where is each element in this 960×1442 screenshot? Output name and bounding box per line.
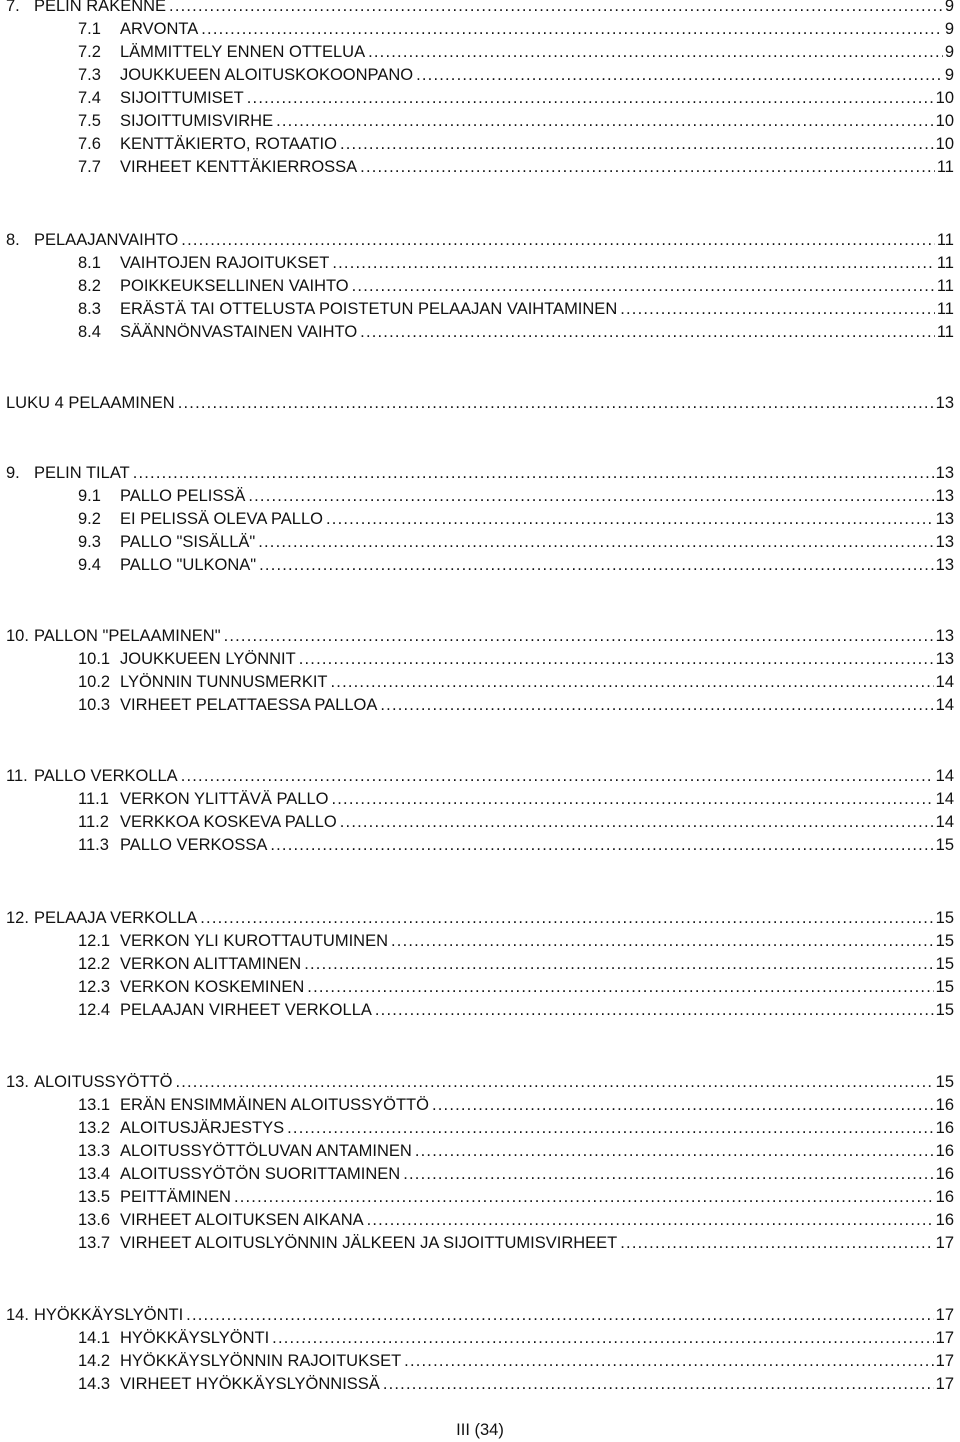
toc-entry[interactable] <box>78 276 954 296</box>
toc-entry-number: 8. <box>6 231 20 249</box>
toc-entry[interactable] <box>78 695 954 715</box>
dot-leader <box>331 789 933 809</box>
toc-entry-page: 10 <box>935 112 954 130</box>
toc-entry[interactable] <box>6 1305 954 1325</box>
toc-entry-page: 14 <box>935 813 954 831</box>
toc-entry-number: 7. <box>6 0 20 15</box>
toc-entry-title: PELAAJAN VIRHEET VERKOLLA <box>120 1001 372 1019</box>
toc-entry[interactable] <box>78 1233 954 1253</box>
toc-entry[interactable] <box>78 1351 954 1371</box>
dot-leader <box>186 1305 933 1325</box>
toc-entry-number: 9.4 <box>78 556 101 574</box>
toc-entry-page: 16 <box>935 1188 954 1206</box>
toc-entry-page: 11 <box>936 300 954 318</box>
toc-entry-number: 8.4 <box>78 323 101 341</box>
toc-entry-page: 16 <box>935 1096 954 1114</box>
dot-leader <box>224 626 934 646</box>
toc-entry-title: VAIHTOJEN RAJOITUKSET <box>120 254 330 272</box>
toc-entry[interactable] <box>6 463 954 483</box>
toc-entry[interactable] <box>78 931 954 951</box>
toc-entry-title: VIRHEET KENTTÄKIERROSSA <box>120 158 358 176</box>
toc-entry-title: VERKKOA KOSKEVA PALLO <box>120 813 337 831</box>
toc-entry[interactable] <box>78 649 954 669</box>
toc-entry-title: VERKON YLITTÄVÄ PALLO <box>120 790 329 808</box>
toc-entry[interactable] <box>78 1374 954 1394</box>
toc-entry-number: 12.2 <box>78 955 111 973</box>
toc-entry-page: 15 <box>935 1001 954 1019</box>
dot-leader <box>360 157 935 177</box>
toc-entry-title: PALLON "PELAAMINEN" <box>34 627 221 645</box>
toc-entry-title: PALLO "ULKONA" <box>120 556 257 574</box>
toc-entry[interactable] <box>78 509 954 529</box>
toc-entry-page: 13 <box>935 556 954 574</box>
toc-entry[interactable] <box>78 1164 954 1184</box>
dot-leader <box>248 486 933 506</box>
dot-leader <box>287 1118 934 1138</box>
toc-entry[interactable] <box>6 0 954 16</box>
toc-entry-title: EI PELISSÄ OLEVA PALLO <box>120 510 323 528</box>
toc-entry-page: 15 <box>935 1073 954 1091</box>
dot-leader <box>620 299 935 319</box>
toc-entry-page: 15 <box>935 836 954 854</box>
toc-entry[interactable] <box>78 253 954 273</box>
dot-leader <box>247 88 934 108</box>
toc-entry-number: 14.1 <box>78 1329 111 1347</box>
toc-entry-title: JOUKKUEEN ALOITUSKOKOONPANO <box>120 66 414 84</box>
toc-entry-number: 13.2 <box>78 1119 111 1137</box>
dot-leader <box>383 1374 934 1394</box>
toc-entry-page: 16 <box>935 1142 954 1160</box>
toc-entry-number: 11.2 <box>78 813 109 831</box>
toc-entry[interactable] <box>6 393 954 413</box>
toc-entry-page: 16 <box>935 1211 954 1229</box>
toc-entry[interactable] <box>78 789 954 809</box>
dot-leader <box>415 1141 934 1161</box>
toc-entry[interactable] <box>78 1000 954 1020</box>
toc-entry-title: PELAAJANVAIHTO <box>34 231 179 249</box>
toc-entry-page: 13 <box>935 650 954 668</box>
toc-entry-page: 15 <box>935 978 954 996</box>
toc-entry-page: 13 <box>935 533 954 551</box>
toc-entry-title: PALLO "SISÄLLÄ" <box>120 533 256 551</box>
dot-leader <box>276 111 934 131</box>
toc-entry-number: 8.3 <box>78 300 101 318</box>
toc-entry-number: 9.1 <box>78 487 101 505</box>
toc-entry-number: 13.7 <box>78 1234 111 1252</box>
toc-entry-page: 13 <box>935 627 954 645</box>
dot-leader <box>304 954 933 974</box>
toc-entry-page: 9 <box>944 20 954 38</box>
dot-leader <box>340 812 934 832</box>
toc-entry-title: PELIN TILAT <box>34 464 130 482</box>
toc-entry-number: 14.3 <box>78 1375 111 1393</box>
toc-entry[interactable] <box>78 672 954 692</box>
toc-entry-number: 10.3 <box>78 696 111 714</box>
toc-entry[interactable] <box>78 1210 954 1230</box>
toc-entry-title: PELIN RAKENNE <box>34 0 167 15</box>
dot-leader <box>181 230 935 250</box>
toc-entry[interactable] <box>78 1187 954 1207</box>
toc-entry[interactable] <box>78 157 954 177</box>
toc-entry-page: 14 <box>935 767 954 785</box>
toc-entry-number: 13. <box>6 1073 29 1091</box>
toc-entry-number: 13.5 <box>78 1188 111 1206</box>
toc-entry-title: JOUKKUEEN LYÖNNIT <box>120 650 296 668</box>
toc-entry[interactable] <box>78 1328 954 1348</box>
dot-leader <box>360 322 935 342</box>
toc-entry-number: 11.3 <box>78 836 109 854</box>
toc-entry-title: HYÖKKÄYSLYÖNTI <box>120 1329 270 1347</box>
toc-entry-title: ERÄN ENSIMMÄINEN ALOITUSSYÖTTÖ <box>120 1096 429 1114</box>
toc-entry-number: 11. <box>6 767 28 785</box>
toc-entry-title: HYÖKKÄYSLYÖNNIN RAJOITUKSET <box>120 1352 402 1370</box>
toc-entry-number: 10.2 <box>78 673 111 691</box>
toc-entry-number: 13.3 <box>78 1142 111 1160</box>
toc-entry-page: 14 <box>935 696 954 714</box>
toc-entry[interactable] <box>78 812 954 832</box>
toc-entry-number: 10.1 <box>78 650 111 668</box>
toc-entry-number: 7.5 <box>78 112 101 130</box>
dot-leader <box>331 672 934 692</box>
toc-entry-page: 13 <box>935 487 954 505</box>
dot-leader <box>175 1072 933 1092</box>
toc-entry-title: SÄÄNNÖNVASTAINEN VAIHTO <box>120 323 358 341</box>
toc-entry-number: 12.3 <box>78 978 111 996</box>
toc-entry-page: 15 <box>935 932 954 950</box>
toc-entry[interactable] <box>78 88 954 108</box>
dot-leader <box>367 1210 934 1230</box>
toc-entry[interactable] <box>78 1095 954 1115</box>
dot-leader <box>270 835 933 855</box>
toc-entry-title: PALLO VERKOLLA <box>34 767 178 785</box>
toc-entry-number: 7.4 <box>78 89 101 107</box>
toc-entry-title: ERÄSTÄ TAI OTTELUSTA POISTETUN PELAAJAN VAIHTAMINEN <box>120 300 618 318</box>
dot-leader <box>178 393 934 413</box>
dot-leader <box>380 695 933 715</box>
dot-leader <box>272 1328 933 1348</box>
dot-leader <box>169 0 943 16</box>
toc-entry-title: ARVONTA <box>120 20 199 38</box>
toc-entry[interactable] <box>78 65 954 85</box>
dot-leader <box>307 977 933 997</box>
toc-entry[interactable] <box>6 230 954 250</box>
toc-entry-page: 9 <box>944 0 954 15</box>
toc-entry-page: 16 <box>935 1165 954 1183</box>
dot-leader <box>391 931 934 951</box>
toc-entry-title: VIRHEET PELATTAESSA PALLOA <box>120 696 378 714</box>
toc-entry-title: ALOITUSJÄRJESTYS <box>120 1119 285 1137</box>
toc-entry-number: 12.1 <box>78 932 111 950</box>
toc-entry[interactable] <box>78 299 954 319</box>
dot-leader <box>201 19 943 39</box>
toc-entry-number: 14. <box>6 1306 29 1324</box>
toc-entry-page: 14 <box>935 790 954 808</box>
toc-entry[interactable] <box>78 954 954 974</box>
dot-leader <box>258 532 933 552</box>
toc-entry-number: 13.6 <box>78 1211 111 1229</box>
toc-entry-page: 11 <box>936 231 954 249</box>
toc-entry-title: ALOITUSSYÖTTÖ <box>34 1073 173 1091</box>
toc-entry-title: PALLO VERKOSSA <box>120 836 268 854</box>
toc-entry[interactable] <box>78 111 954 131</box>
toc-entry-page: 17 <box>935 1306 954 1324</box>
toc-entry-number: 7.3 <box>78 66 101 84</box>
dot-leader <box>432 1095 934 1115</box>
toc-entry-page: 13 <box>935 510 954 528</box>
dot-leader <box>234 1187 934 1207</box>
toc-entry[interactable] <box>78 532 954 552</box>
toc-entry-title: PELAAJA VERKOLLA <box>34 909 198 927</box>
toc-entry-page: 16 <box>935 1119 954 1137</box>
toc-entry-number: 12. <box>6 909 29 927</box>
dot-leader <box>620 1233 933 1253</box>
toc-entry-number: 13.4 <box>78 1165 111 1183</box>
toc-entry[interactable] <box>78 42 954 62</box>
toc-entry-page: 10 <box>935 89 954 107</box>
dot-leader <box>181 766 934 786</box>
toc-entry[interactable] <box>6 1072 954 1092</box>
toc-entry-title: LYÖNNIN TUNNUSMERKIT <box>120 673 328 691</box>
toc-entry-page: 17 <box>935 1375 954 1393</box>
dot-leader <box>299 649 934 669</box>
toc-entry-title: KENTTÄKIERTO, ROTAATIO <box>120 135 337 153</box>
dot-leader <box>340 134 934 154</box>
toc-entry-title: PEITTÄMINEN <box>120 1188 231 1206</box>
toc-entry[interactable] <box>78 322 954 342</box>
toc-entry-page: 11 <box>936 277 954 295</box>
toc-entry[interactable] <box>6 766 954 786</box>
toc-entry[interactable] <box>78 835 954 855</box>
toc-entry-number: 9. <box>6 464 20 482</box>
toc-entry-title: HYÖKKÄYSLYÖNTI <box>34 1306 184 1324</box>
toc-entry-number: 12.4 <box>78 1001 111 1019</box>
toc-entry-number: 9.2 <box>78 510 101 528</box>
dot-leader <box>326 509 934 529</box>
toc-entry-page: 14 <box>935 673 954 691</box>
toc-entry-number: 7.7 <box>78 158 101 176</box>
toc-entry-title: VIRHEET HYÖKKÄYSLYÖNNISSÄ <box>120 1375 380 1393</box>
page-footer <box>0 1420 960 1440</box>
dot-leader <box>403 1164 933 1184</box>
toc-entry-title: SIJOITTUMISET <box>120 89 244 107</box>
page-number: III (34) <box>456 1421 504 1439</box>
toc-entry-page: 9 <box>944 43 954 61</box>
toc-entry-title: VIRHEET ALOITUKSEN AIKANA <box>120 1211 364 1229</box>
toc-entry[interactable] <box>78 555 954 575</box>
toc-entry-number: 7.6 <box>78 135 101 153</box>
toc-entry[interactable] <box>78 486 954 506</box>
toc-entry-page: 11 <box>936 158 954 176</box>
dot-leader <box>133 463 934 483</box>
toc-entry[interactable] <box>78 1118 954 1138</box>
toc-entry-title: SIJOITTUMISVIRHE <box>120 112 274 130</box>
toc-entry-title: VERKON KOSKEMINEN <box>120 978 305 996</box>
dot-leader <box>200 908 933 928</box>
toc-entry-title: POIKKEUKSELLINEN VAIHTO <box>120 277 349 295</box>
toc-entry-number: 10. <box>6 627 29 645</box>
dot-leader <box>352 276 935 296</box>
toc-entry-page: 11 <box>936 323 954 341</box>
toc-entry-page: 15 <box>935 955 954 973</box>
dot-leader <box>404 1351 933 1371</box>
toc-entry-page: 11 <box>936 254 954 272</box>
toc-entry-number: 7.2 <box>78 43 101 61</box>
toc-entry-title: PALLO PELISSÄ <box>120 487 246 505</box>
toc-entry[interactable] <box>78 19 954 39</box>
toc-entry-page: 15 <box>935 909 954 927</box>
toc-entry-number: 7.1 <box>78 20 101 38</box>
toc-entry-page: 17 <box>935 1234 954 1252</box>
dot-leader <box>375 1000 934 1020</box>
dot-leader <box>368 42 943 62</box>
toc-entry-page: 17 <box>935 1352 954 1370</box>
toc-entry-title: VERKON ALITTAMINEN <box>120 955 302 973</box>
dot-leader <box>416 65 943 85</box>
toc-entry-page: 13 <box>935 394 954 412</box>
dot-leader <box>259 555 934 575</box>
dot-leader <box>332 253 935 273</box>
toc-entry[interactable] <box>78 977 954 997</box>
toc-entry-number: 13.1 <box>78 1096 111 1114</box>
toc-entry-page: 13 <box>935 464 954 482</box>
toc-entry[interactable] <box>78 134 954 154</box>
toc-entry[interactable] <box>6 626 954 646</box>
toc-entry-number: 9.3 <box>78 533 101 551</box>
toc-entry[interactable] <box>78 1141 954 1161</box>
toc-entry-title: VERKON YLI KUROTTAUTUMINEN <box>120 932 389 950</box>
toc-entry-title: LÄMMITTELY ENNEN OTTELUA <box>120 43 366 61</box>
toc-entry-number: 14.2 <box>78 1352 111 1370</box>
toc-entry[interactable] <box>6 908 954 928</box>
toc-entry-title: VIRHEET ALOITUSLYÖNNIN JÄLKEEN JA SIJOITTUMISVIRHEET <box>120 1234 618 1252</box>
toc-entry-page: 17 <box>935 1329 954 1347</box>
toc-entry-page: 10 <box>935 135 954 153</box>
toc-entry-title: ALOITUSSYÖTÖN SUORITTAMINEN <box>120 1165 401 1183</box>
toc-entry-number: 11.1 <box>78 790 109 808</box>
toc-entry-page: 9 <box>944 66 954 84</box>
toc-entry-number: 8.2 <box>78 277 101 295</box>
toc-entry-number: 8.1 <box>78 254 101 272</box>
toc-entry-title: ALOITUSSYÖTTÖLUVAN ANTAMINEN <box>120 1142 412 1160</box>
toc-entry-title: LUKU 4 PELAAMINEN <box>6 394 175 412</box>
